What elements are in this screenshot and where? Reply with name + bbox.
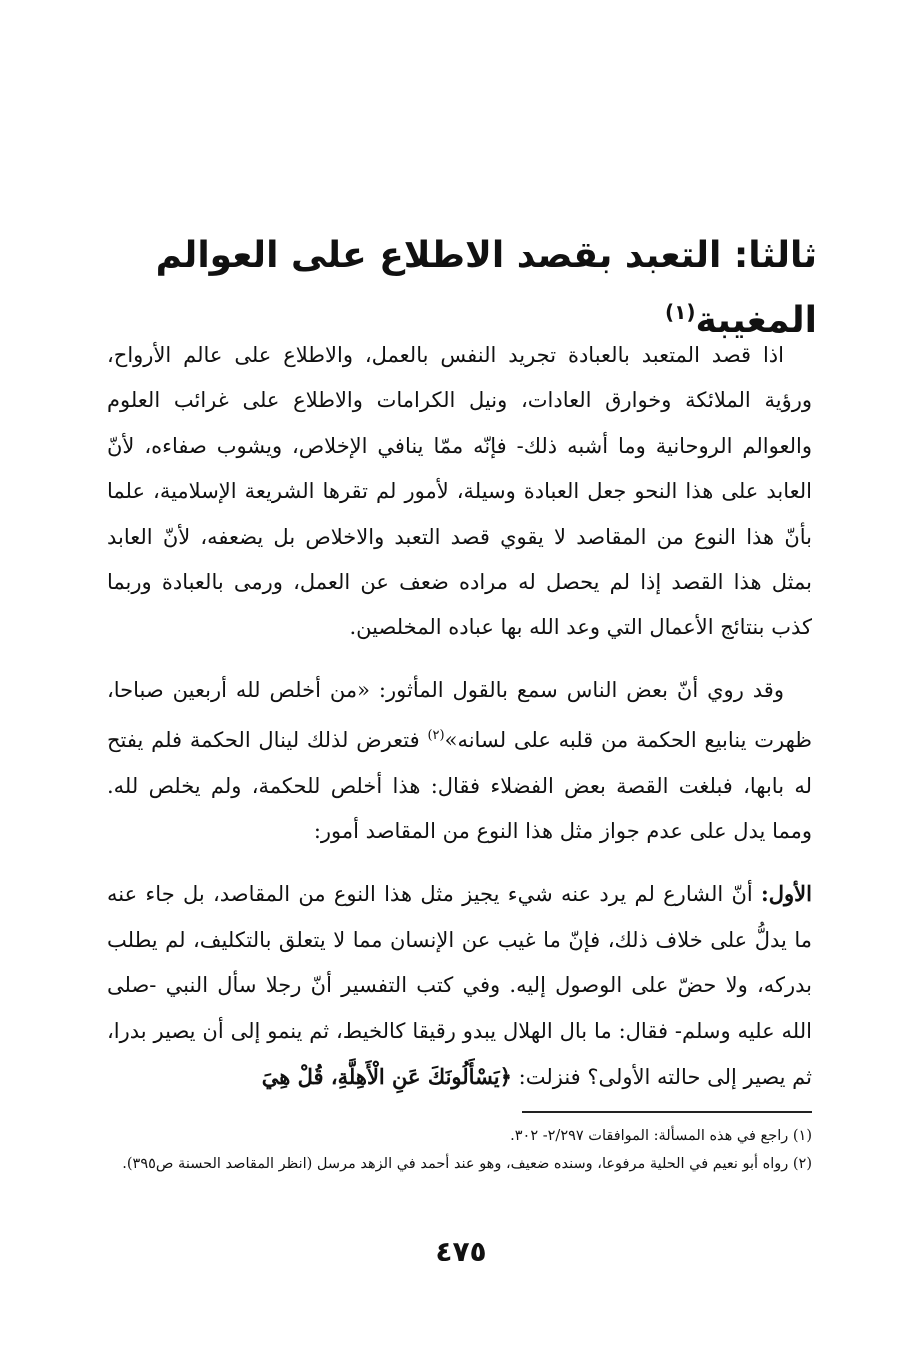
section-heading [97, 228, 817, 349]
paragraph-1 [107, 333, 812, 651]
footnote-ref-2: (٢) [427, 728, 445, 744]
paragraph-3-text: أنّ الشارع لم يرد عنه شيء يجيز مثل هذا النوع من المقاصد، بل جاء عنه ما يدلُّ على خلاف ذلك، فإنّ ما غيب عن الإنسان مما لا يتعلق بالتكليف، لم يطلب بدركه، ولا حضّ على الوصول إليه. وفي كتب التفسير أنّ رجلا سأل النبي -صلى الله عليه وسلم- فقال: ما بال الهلال يبدو رقيقا كالخيط، ثم ينمو إلى أن يصير بدرا، ثم يصير إلى حالته الأولى؟ فنزلت: [107, 882, 812, 1090]
paragraph-2 [107, 668, 812, 855]
paragraph-2-text-after: فتعرض لذلك لينال الحكمة فلم يفتح له بابها، فبلغت القصة بعض الفضلاء فقال: هذا أخلص للحكمة، ولم يخلص لله. ومما يدل على عدم جواز مثل هذا النوع من المقاصد أمور: [107, 728, 812, 844]
footnotes [107, 1122, 812, 1178]
paragraph-1-text: اذا قصد المتعبد بالعبادة تجريد النفس بالعمل، والاطلاع على عالم الأرواح، ورؤية الملائكة وخوارق العادات، ونيل الكرامات والاطلاع على غرائب العلوم والعوالم الروحانية وما أشبه ذلك- فإنّه ممّا ينافي الإخلاص، ويشوب صفاءه، لأنّ العابد على هذا النحو جعل العبادة وسيلة، لأمور لم تقرها الشريعة الإسلامية، علما بأنّ هذا النوع من المقاصد لا يقوي قصد التعبد والاخلاص بل يضعفه، لأنّ العابد بمثل هذا القصد إذا لم يحصل له مراده ضعف عن العمل، ورمى بالعبادة وربما كذب بنتائج الأعمال التي وعد الله بها عباده المخلصين. [107, 343, 812, 640]
paragraph-2-text-before: وقد روي أنّ بعض الناس سمع بالقول المأثور: «من أخلص لله أربعين صباحا، ظهرت ينابيع الحكمة من قلبه على لسانه» [107, 677, 812, 753]
main-text [107, 333, 812, 1118]
footnote-separator [522, 1111, 812, 1113]
paragraph-3 [107, 871, 812, 1100]
quran-quote: ﴿يَسْأَلُونَكَ عَنِ الْأَهِلَّةِ، قُلْ هِيَ [261, 1064, 512, 1090]
page-number: ٤٧٥ [435, 1235, 487, 1268]
footnote-2: (٢) رواه أبو نعيم في الحلية مرفوعا، وسنده ضعيف، وهو عند أحمد في الزهد مرسل (انظر المقاصد الحسنة ص٣٩٥). [122, 1156, 812, 1172]
paragraph-3-lead: الأول: [761, 881, 812, 907]
footnote-1: (١) راجع في هذه المسألة: الموافقات ٢/٢٩٧- ٣٠٢. [510, 1128, 812, 1144]
heading-footnote-ref: (١) [664, 300, 696, 324]
section-heading-text: ثالثا: التعبد بقصد الاطلاع على العوالم المغيبة [155, 235, 817, 341]
